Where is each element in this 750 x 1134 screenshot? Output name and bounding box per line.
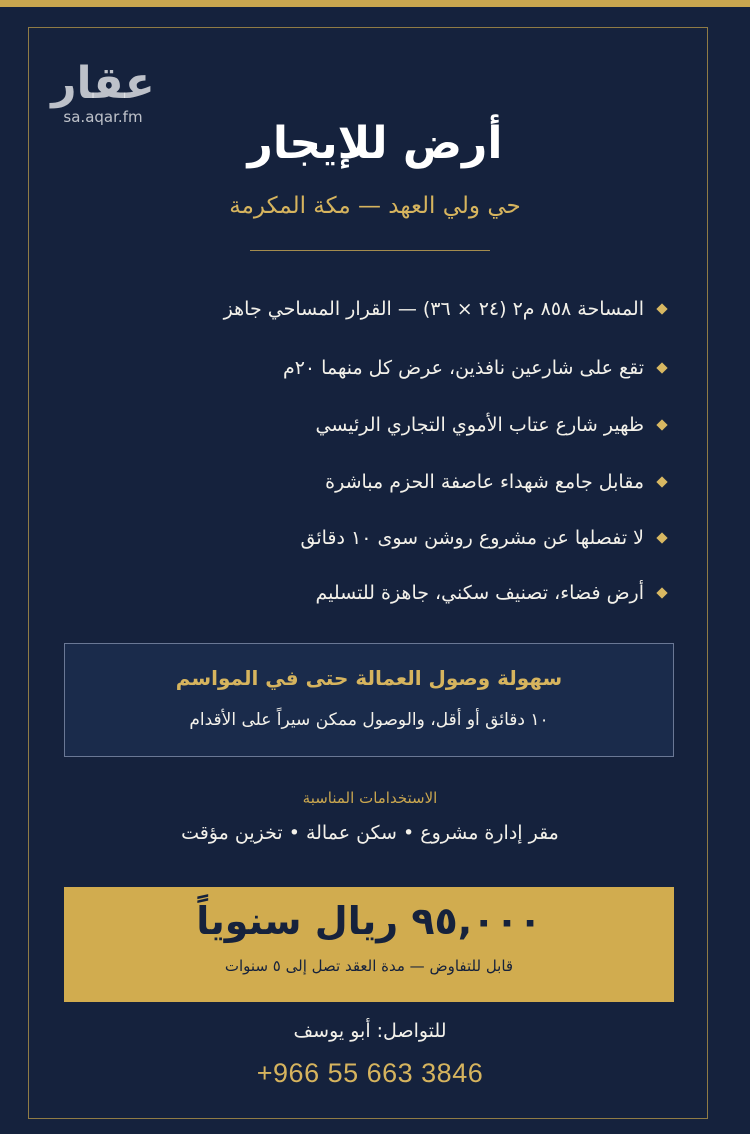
diamond-bullet-icon <box>656 362 667 373</box>
diamond-bullet-icon <box>656 587 667 598</box>
listing-location: حي ولي العهد — مكة المكرمة <box>229 193 521 219</box>
feature-text: ظهير شارع عتاب الأموي التجاري الرئيسي <box>315 414 644 436</box>
diamond-bullet-icon <box>656 476 667 487</box>
feature-text: أرض فضاء، تصنيف سكني، جاهزة للتسليم <box>315 582 644 604</box>
contact-label: للتواصل: أبو يوسف <box>293 1020 447 1042</box>
feature-text: مقابل جامع شهداء عاصفة الحزم مباشرة <box>325 471 644 493</box>
diamond-bullet-icon <box>656 303 667 314</box>
feature-item <box>170 573 670 613</box>
price-amount: ٩٥,٠٠٠ ريال سنوياً <box>196 899 542 943</box>
feature-item <box>170 462 670 502</box>
feature-text: تقع على شارعين نافذين، عرض كل منهما ٢٠م <box>282 357 644 379</box>
price-box <box>64 887 674 1002</box>
title-divider <box>250 250 490 251</box>
diamond-bullet-icon <box>656 532 667 543</box>
feature-text: لا تفصلها عن مشروع روشن سوى ١٠ دقائق <box>300 527 644 549</box>
uses-list: مقر إدارة مشروع • سكن عمالة • تخزين مؤقت <box>181 822 559 844</box>
contact-phone[interactable]: +966 55 663 3846 <box>256 1058 484 1088</box>
uses-label: الاستخدامات المناسبة <box>302 789 438 807</box>
aqar-watermark <box>44 60 162 126</box>
listing-title: أرض للإيجار <box>247 118 503 169</box>
diamond-bullet-icon <box>656 419 667 430</box>
workforce-title: سهولة وصول العمالة حتى في المواسم <box>175 666 563 690</box>
price-note: قابل للتفاوض — مدة العقد تصل إلى ٥ سنوات <box>224 957 514 975</box>
feature-text: المساحة ٨٥٨ م٢ (٢٤ × ٣٦) — القرار المساحي جاهز <box>223 298 644 320</box>
watermark-site: sa.aqar.fm <box>63 108 143 126</box>
feature-item <box>170 348 670 388</box>
watermark-logo: عقار <box>51 58 155 109</box>
feature-item <box>170 405 670 445</box>
feature-item <box>170 289 670 329</box>
feature-item <box>170 518 670 558</box>
top-gold-strip <box>0 0 750 7</box>
workforce-text: ١٠ دقائق أو أقل، والوصول ممكن سيراً على الأقدام <box>189 710 549 730</box>
workforce-access-box <box>64 643 674 757</box>
